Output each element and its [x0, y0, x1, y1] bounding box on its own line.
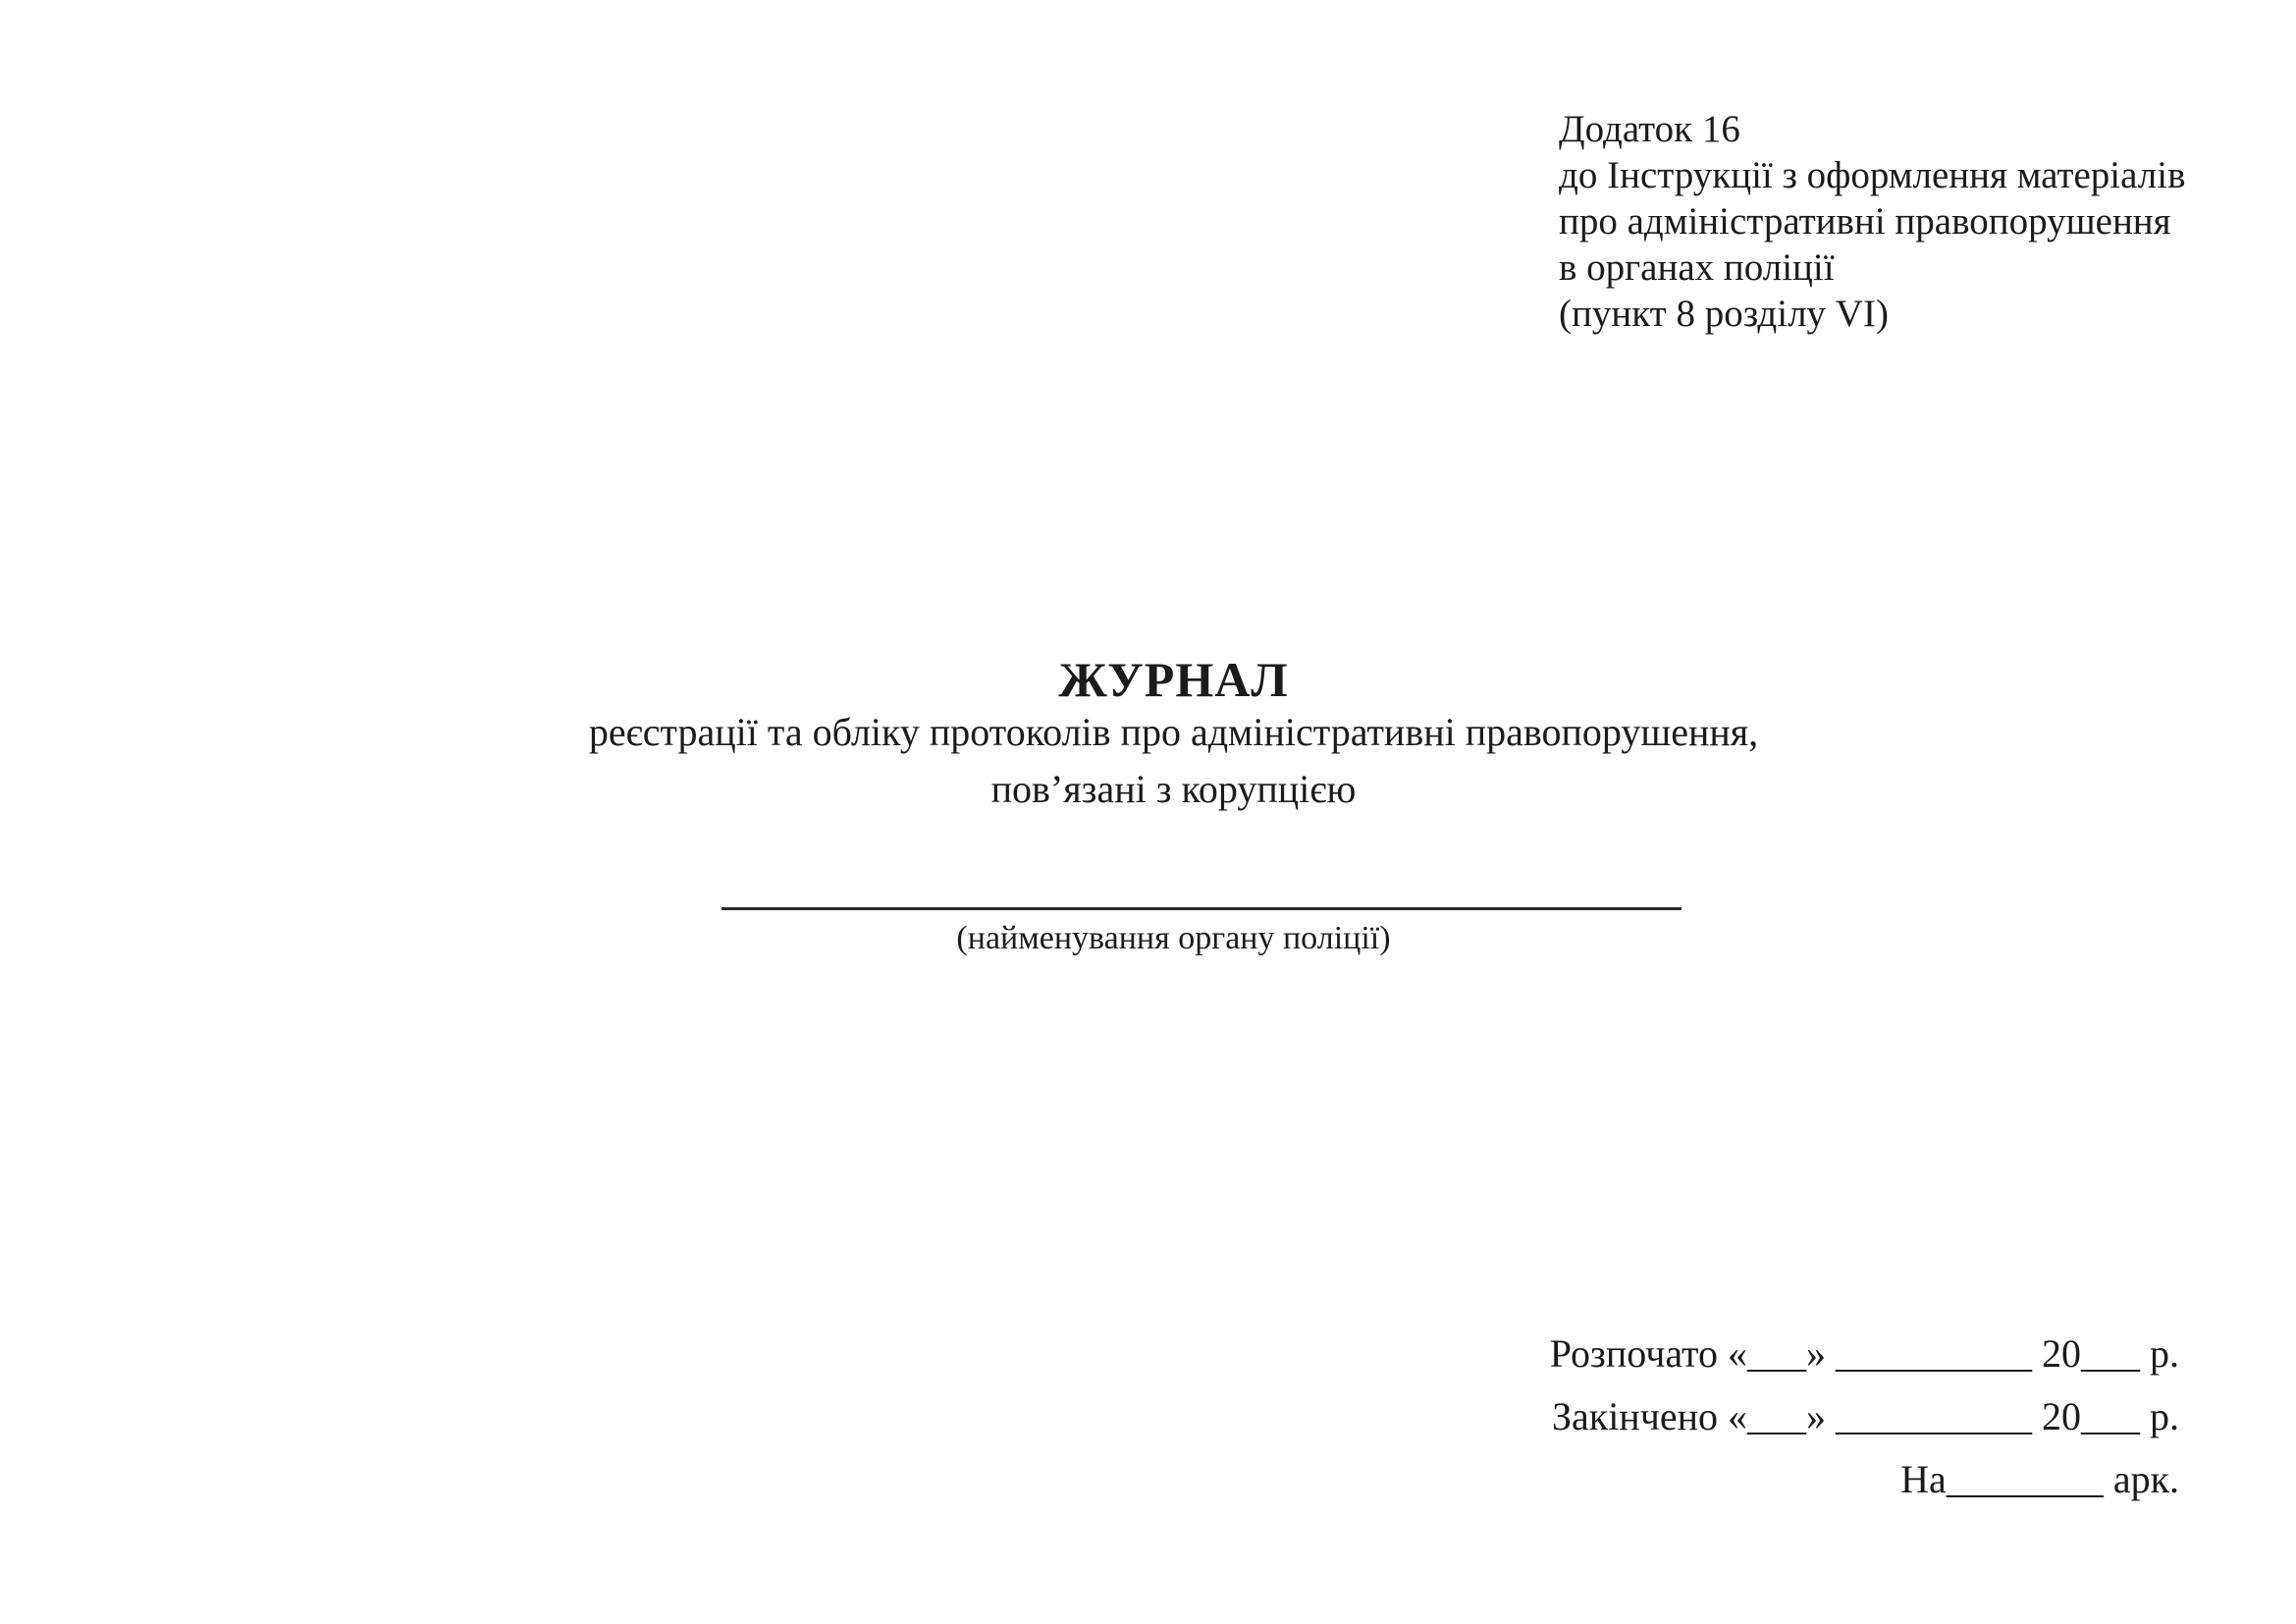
sheet-count-line: На________ арк. [1900, 1457, 2179, 1501]
police-authority-name-line [721, 878, 1682, 910]
journal-dates-block [1550, 1323, 2179, 1511]
appendix-line: до Інструкції з оформлення матеріалів [1559, 154, 2186, 196]
appendix-line: (пункт 8 розділу VI) [1559, 293, 1889, 335]
appendix-line: Додаток 16 [1559, 108, 1740, 150]
appendix-reference-block [1559, 106, 2246, 337]
appendix-line: про адміністративні правопорушення [1559, 200, 2171, 243]
started-date-line: Розпочато «___» __________ 20___ р. [1549, 1331, 2179, 1376]
document-subtitle-line2: пов’язані з корупцією [990, 767, 1357, 811]
document-subtitle-line1: реєстрації та обліку протоколів про адміністративні правопорушення, [588, 710, 1759, 754]
appendix-line: в органах поліції [1559, 246, 1835, 289]
document-title: ЖУРНАЛ [1058, 652, 1289, 707]
name-field-caption: (найменування органу поліції) [956, 920, 1391, 956]
finished-date-line: Закінчено «___» __________ 20___ р. [1551, 1394, 2179, 1438]
